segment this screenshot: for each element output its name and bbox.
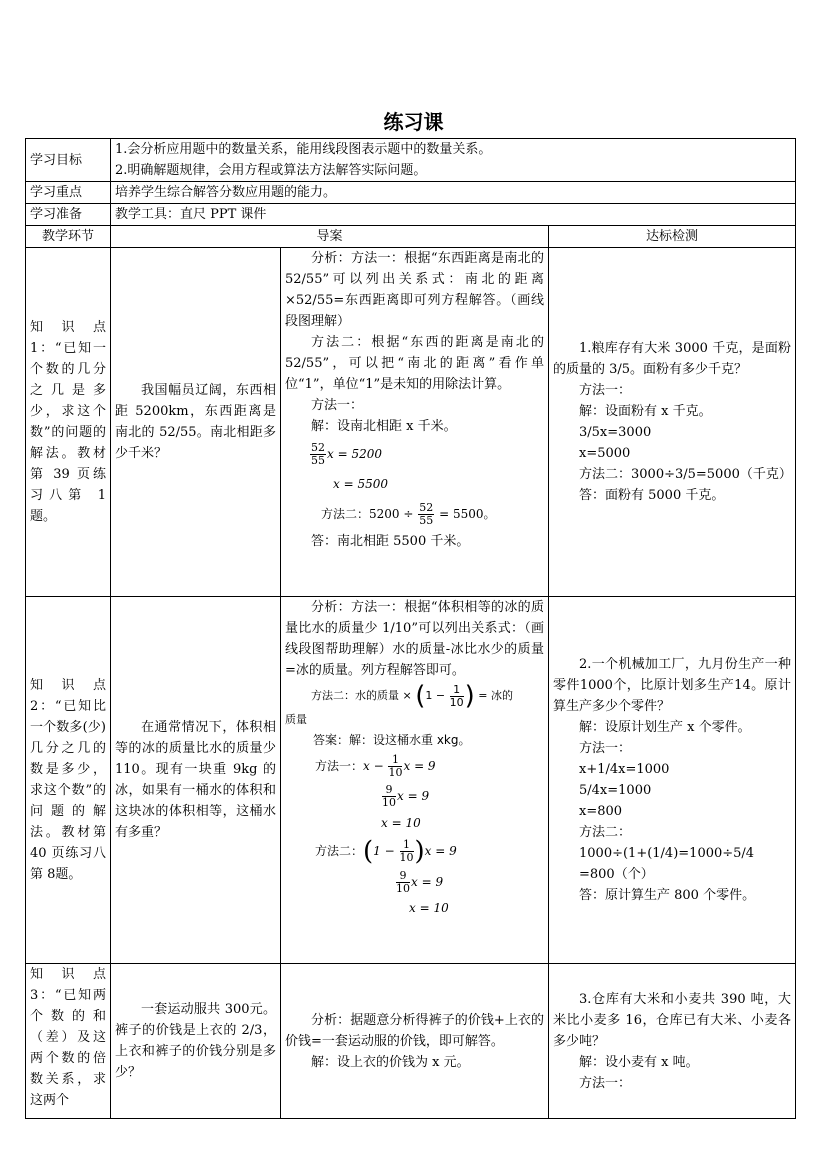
page-title: 练习课 — [383, 110, 444, 134]
knowledge-row-3 — [26, 964, 796, 1119]
kp2-handwritten-quality: 质量 — [285, 713, 307, 726]
kp1-analysis-1: 分析：方法一：根据“东西距离是南北的 52/55”可以列出关系式：南北的距离×52/55=东西距离即可列方程解答。（画线段图理解） — [285, 251, 544, 329]
kp1-problem: 我国幅员辽阔，东西相距 5200km，东西距离是南北的 52/55。南北相距多少千米？ — [111, 248, 281, 597]
check2-line: =800（个） — [579, 867, 654, 882]
check3-line: 方法一： — [579, 1075, 632, 1091]
kp1-check — [549, 248, 796, 597]
kp2-m2-eq3: x = 10 — [409, 901, 449, 915]
kp2-m1-eq3: x = 10 — [381, 816, 421, 830]
fraction-1-10-b: $\frac{1}{10}$ — [388, 753, 403, 779]
kp2-m1-eq1: 方法一：x − $\frac{1}{10}$ x = 9 — [315, 753, 436, 779]
kp2-m2-eq2: $\frac{9}{10}$ x = 9 — [396, 869, 444, 895]
fraction-52-55-b: $\frac{52}{55}$ — [419, 501, 434, 527]
kp1-analysis-2: 方法二：根据“东西的距离是南北的 52/55”，可以把“南北的距离”看作单位“1”，单位“1”是未知的用除法计算。 — [285, 335, 544, 392]
check1-question: 1.粮库存有大米 3000 千克，是面粉的质量的 3/5。面粉有多少千克？ — [553, 341, 791, 377]
check2-line: 方法一： — [579, 741, 632, 756]
goal-content — [111, 139, 796, 182]
kp2-m1-eq2: $\frac{9}{10}$ x = 9 — [382, 783, 430, 809]
goal-1: 1.会分析应用题中的数量关系，能用线段图表示题中的数量关系。 — [115, 142, 492, 157]
kp1-cell: 知识点 1：“已知一个数的几分之几是多少，求这个数”的问题的解法。教材第 39 页练习八第 1题。 — [26, 248, 111, 597]
kp2-problem: 在通常情况下，体积相等的冰的质量比水的质量少 110。现有一块重 9kg 的冰，如果有一桶水的体积和这块冰的体积相等，这桶水有多重？ — [111, 597, 281, 964]
kp1-guide — [281, 248, 549, 597]
lesson-table — [25, 138, 796, 1119]
fraction-9-10: $\frac{9}{10}$ — [382, 783, 396, 809]
col-guide: 导案 — [111, 226, 549, 248]
focus-label: 学习重点 — [26, 182, 111, 204]
kp1-method2: 方法二：5200 ÷ $\frac{52}{55}$ = 5500。 — [321, 501, 496, 527]
check2-line: 方法二： — [579, 825, 632, 840]
check3-line: 解：设小麦有 x 吨。 — [579, 1054, 699, 1070]
kp2-analysis: 分析：方法一：根据“体积相等的冰的质量比水的质量少 1/10”可以列出关系式：（画线段图帮助理解）水的质量-冰比水少的质量=冰的质量。列方程解答即可。 — [285, 600, 544, 678]
kp1-solve: 解：设南北相距 x 千米。 — [311, 419, 457, 434]
fraction-1-10: $\frac{1}{10}$ — [449, 682, 464, 709]
kp1-method1-label: 方法一： — [311, 398, 364, 413]
check1-line: 解：设面粉有 x 千克。 — [579, 404, 712, 419]
check2-line: 答：原计算生产 800 个零件。 — [579, 888, 756, 903]
check2-line: x=800 — [579, 804, 623, 819]
col-check: 达标检测 — [549, 226, 796, 248]
kp2-guide — [281, 597, 549, 964]
kp3-guide — [281, 964, 549, 1119]
kp3-analysis: 分析：据题意分析得裤子的价钱+上衣的价钱=一套运动服的价钱，即可解答。 — [285, 1012, 544, 1049]
kp2-m2-eq1: 方法二：(1 − $\frac{1}{10}$ )x = 9 — [315, 836, 457, 867]
prep-content: 教学工具：直尺 PPT 课件 — [111, 204, 796, 226]
knowledge-row-1 — [26, 248, 796, 597]
kp2-check — [549, 597, 796, 964]
goal-2: 2.明确解题规律，会用方程或算法方法解答实际问题。 — [115, 163, 427, 178]
kp3-check — [549, 964, 796, 1119]
kp2-handwritten-method2: 方法二：水的质量 × (1 − $\frac{1}{10}$ ) = 冰的 — [311, 681, 513, 711]
kp3-problem: 一套运动服共 300元。裤子的价钱是上衣的 2/3，上衣和裤子的价钱分别是多少？ — [111, 964, 281, 1119]
check2-line: 1000÷(1+(1/4)=1000÷5/4 — [579, 846, 755, 861]
check1-line: 方法二：3000÷3/5=5000（千克） — [579, 467, 792, 482]
check1-line: x=5000 — [579, 446, 631, 461]
prep-label: 学习准备 — [26, 204, 111, 226]
check2-line: 解：设原计划生产 x 个零件。 — [579, 720, 751, 735]
col-stage: 教学环节 — [26, 226, 111, 248]
knowledge-row-2 — [26, 597, 796, 964]
check3-question: 3.仓库有大米和小麦共 390 吨，大米比小麦多 16，仓库已有大米、小麦各多少吨？ — [553, 991, 791, 1049]
kp2-handwritten-answer: 答案：解：设这桶水重 xkg。 — [313, 733, 471, 747]
kp1-equation-2: x = 5500 — [333, 477, 388, 491]
focus-row — [26, 182, 796, 204]
goal-label: 学习目标 — [26, 139, 111, 182]
check1-line: 方法一： — [579, 383, 632, 398]
kp3-cell: 知识点 3：“已知两个数的和（差）及这两个数的倍数关系，求这两个 — [26, 964, 111, 1119]
check2-line: x+1/4x=1000 — [579, 762, 670, 777]
prep-row — [26, 204, 796, 226]
column-header-row — [26, 226, 796, 248]
kp1-answer: 答：南北相距 5500 千米。 — [311, 534, 470, 549]
kp2-cell: 知识点 2：“已知比一个数多(少)几分之几的数是多少，求这个数”的问题的解法。教材第 40 页练习八第 8题。 — [26, 597, 111, 964]
kp1-equation-1: $\frac{52}{55}$ x = 5200 — [311, 441, 382, 467]
check1-line: 答：面粉有 5000 千克。 — [579, 488, 725, 503]
focus-content: 培养学生综合解答分数应用题的能力。 — [111, 182, 796, 204]
goal-row — [26, 139, 796, 182]
check2-question: 2.一个机械加工厂，九月份生产一种零件1000个，比原计划多生产14。原计算生产多少个零件？ — [553, 657, 791, 714]
check1-line: 3/5x=3000 — [579, 425, 652, 440]
fraction-52-55: $\frac{52}{55}$ — [311, 441, 325, 467]
fraction-9-10-b: $\frac{9}{10}$ — [396, 869, 410, 895]
kp3-solve: 解：设上衣的价钱为 x 元。 — [311, 1054, 470, 1070]
check2-line: 5/4x=1000 — [579, 783, 652, 798]
fraction-1-10-c: $\frac{1}{10}$ — [399, 838, 414, 864]
